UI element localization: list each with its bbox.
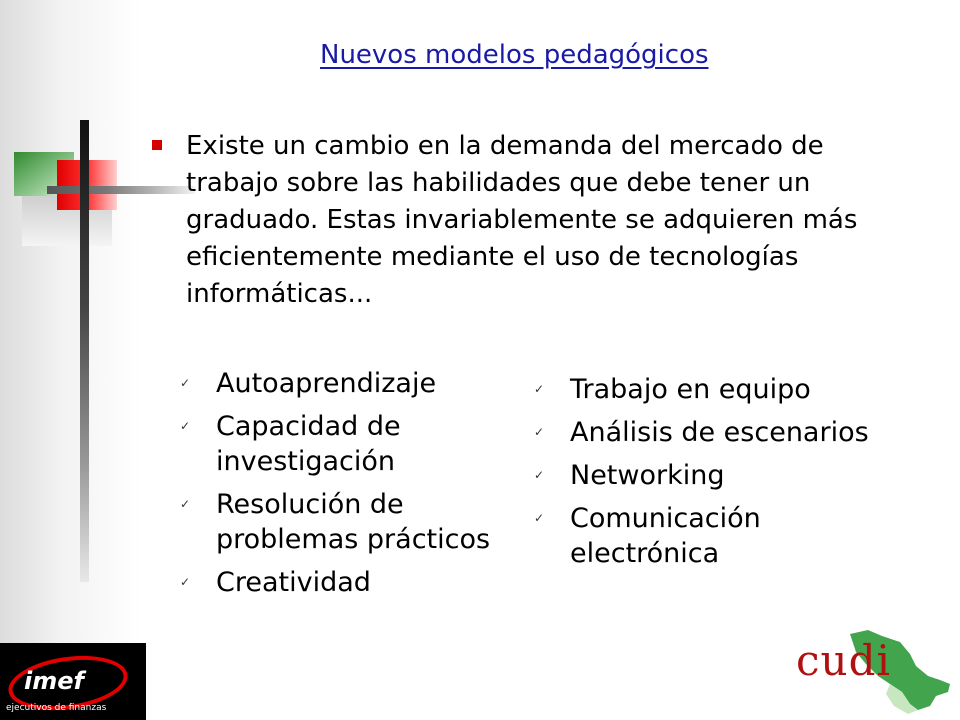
checkmark-icon: ✓ [180,497,191,511]
list-item-label: Análisis de escenarios [570,417,869,448]
checkmark-icon: ✓ [534,511,545,525]
left-skill-list [180,366,520,608]
square-bullet-icon [152,140,162,150]
list-item [180,565,520,600]
imef-logo [0,643,146,720]
list-item [534,458,894,493]
right-skill-list [534,372,894,579]
cudi-logo-text: cudi [796,636,891,685]
main-bullet-text: Existe un cambio en la demanda del mercado de trabajo sobre las habilidades que debe tener un graduado. Estas invariablemente se adquieren más eficientemente mediante el uso de tecnologías informáticas... [186,131,858,309]
checkmark-icon: ✓ [180,575,191,589]
main-bullet [152,128,942,313]
checkmark-icon: ✓ [180,419,191,433]
list-item-label: Networking [570,460,725,491]
list-item [180,366,520,401]
list-item [534,501,894,571]
imef-logo-text: imef [24,667,84,695]
list-item [534,415,894,450]
imef-logo-subtitle: ejecutivos de finanzas [6,703,107,713]
list-item [180,487,520,557]
checkmark-icon: ✓ [180,376,191,390]
checkmark-icon: ✓ [534,468,545,482]
list-item [180,409,520,479]
slide-title: Nuevos modelos pedagógicos [320,40,709,70]
cudi-logo [790,626,955,716]
list-item-label: Capacidad de investigación [216,411,401,477]
list-item-label: Creatividad [216,567,371,598]
list-item-label: Autoaprendizaje [216,368,437,399]
list-item-label: Trabajo en equipo [570,374,811,405]
decor-cross-vertical [80,120,89,582]
checkmark-icon: ✓ [534,425,545,439]
checkmark-icon: ✓ [534,382,545,396]
list-item-label: Resolución de problemas prácticos [216,489,491,555]
list-item-label: Comunicación electrónica [570,503,761,569]
list-item [534,372,894,407]
